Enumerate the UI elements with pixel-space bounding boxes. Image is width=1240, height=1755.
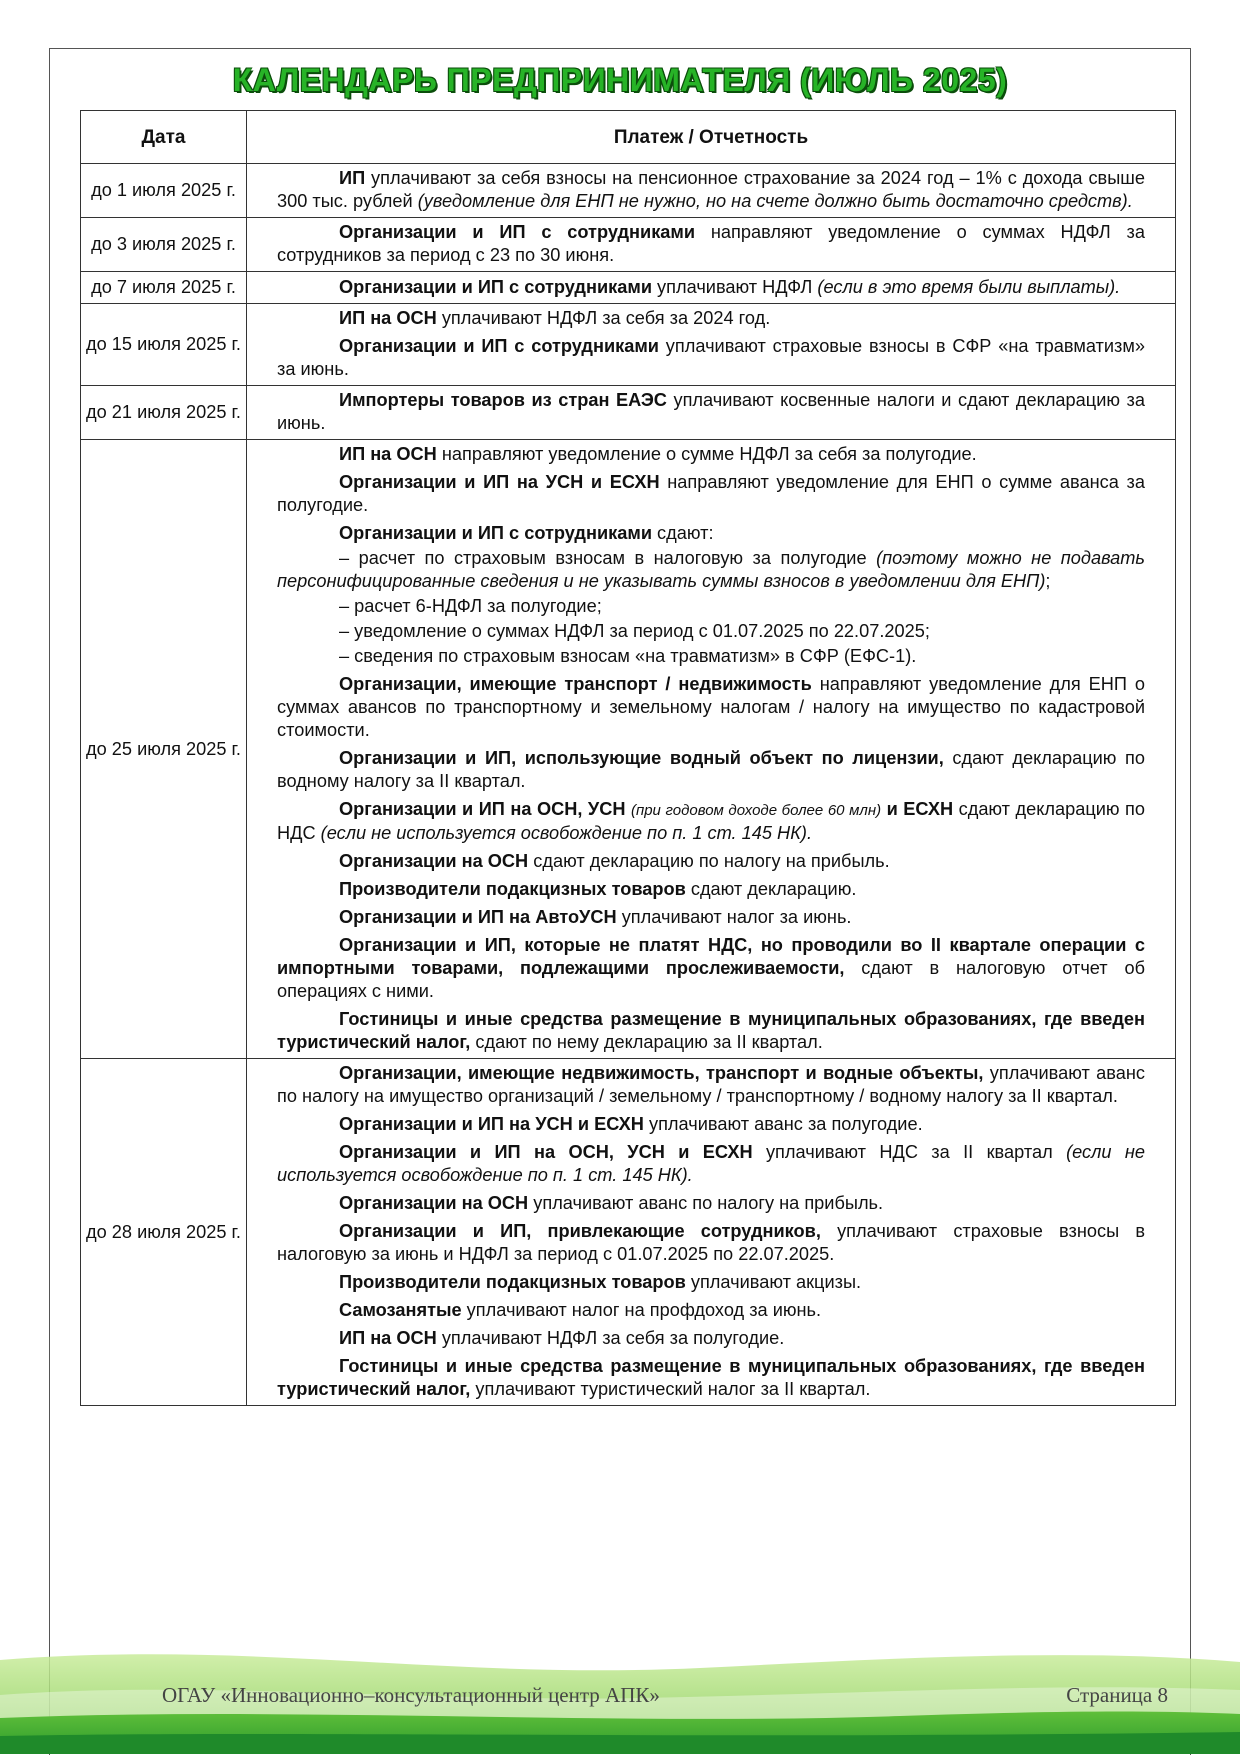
entity-label: Организации и ИП с сотрудниками: [339, 222, 696, 242]
entry-text: уплачивают за себя взносы на пенсионное страхование за 2024 год – 1% с дохода свыше 300 тыс. рублей: [277, 168, 1145, 211]
row-content: [247, 218, 1176, 272]
list-item: [277, 906, 1145, 929]
entity-label: Гостиницы и иные средства размещение в муниципальных образованиях, где введен туристический налог,: [277, 1009, 1145, 1052]
entity-label: Организации, имеющие недвижимость, транспорт и водные объекты,: [339, 1063, 984, 1083]
list-item: [277, 471, 1145, 517]
entity-label: Производители подакцизных товаров: [339, 1272, 686, 1292]
list-item: [277, 443, 1145, 466]
note-text: (если не используется освобождение по п. 1 ст. 145 НК).: [277, 1142, 1145, 1185]
entity-label: ИП на ОСН: [339, 444, 437, 464]
entry-text: сдают:: [652, 523, 714, 543]
entry-text: уплачивают налог на профдоход за июнь.: [461, 1300, 822, 1320]
list-item: [277, 798, 1145, 845]
calendar-body: [81, 164, 1176, 1406]
entity-label: Организации и ИП на ОСН, УСН и ЕСХН: [339, 1142, 753, 1162]
entry-text: уплачивают НДФЛ: [652, 276, 818, 297]
note-text: (при годовом доходе более 60 млн): [630, 802, 882, 819]
note-text: (поэтому можно не подавать персонифицированные сведения и не указывать суммы взносов в уведомлении для ЕНП): [277, 548, 1145, 591]
entry-text: уплачивают туристический налог за II квартал.: [470, 1379, 871, 1399]
entity-label: Организации и ИП с сотрудниками: [339, 523, 652, 543]
entry-text: уплачивают НДФЛ за себя за 2024 год.: [436, 308, 771, 328]
entity-label: Организации и ИП на УСН и ЕСХН: [339, 1114, 644, 1134]
table-row: [81, 164, 1176, 218]
row-content: [247, 386, 1176, 440]
entry-text: – расчет 6-НДФЛ за полугодие;: [339, 596, 602, 616]
entity-label: ИП: [339, 168, 366, 188]
footer-organization: ОГАУ «Инновационно–консультационный центр АПК»: [162, 1683, 660, 1707]
entity-label: Организации и ИП на ОСН, УСН: [339, 799, 631, 819]
list-item: [277, 1220, 1145, 1266]
entry-text: ;: [1045, 571, 1051, 591]
entry-text: уплачивают аванс по налогу на прибыль.: [528, 1193, 884, 1213]
entry-text: уплачивают аванс по налогу на имущество организаций / земельному / транспортному / водному налогу за II квартал.: [277, 1063, 1145, 1106]
table-row: [81, 304, 1176, 386]
row-date: до 28 июля 2025 г.: [81, 1059, 247, 1406]
list-item: [277, 850, 1145, 873]
table-row: [81, 386, 1176, 440]
row-content: [247, 304, 1176, 386]
table-row: [81, 218, 1176, 272]
entry-text: сдают декларацию по водному налогу за II квартал.: [277, 748, 1145, 791]
entity-label: Организации, имеющие транспорт / недвижимость: [339, 674, 812, 694]
table-row: [81, 272, 1176, 304]
list-item: [277, 1113, 1145, 1136]
list-item: [277, 673, 1145, 742]
list-item: [277, 221, 1145, 267]
entry-text: направляют уведомление о сумме НДФЛ за себя за полугодие.: [436, 444, 977, 464]
row-content: [247, 164, 1176, 218]
entity-label: ИП на ОСН: [339, 1328, 437, 1348]
table-row: [81, 1059, 1176, 1406]
row-date: до 1 июля 2025 г.: [81, 164, 247, 218]
entity-label: Организации и ИП с сотрудниками: [339, 276, 652, 297]
table-row: [81, 440, 1176, 1059]
row-content: [247, 272, 1176, 304]
entry-text: уплачивают аванс за полугодие.: [643, 1114, 923, 1134]
entity-label: Производители подакцизных товаров: [339, 879, 686, 899]
entry-text: уплачивают страховые взносы в налоговую за июнь и НДФЛ за период с 01.07.2025 по 22.07.2025.: [277, 1221, 1145, 1264]
entry-text: сдают декларацию.: [685, 879, 857, 899]
note-text: (если не используется освобождение по п. 1 ст. 145 НК).: [320, 823, 813, 843]
entry-text: сдают в налоговую отчет об операциях с ними.: [277, 958, 1145, 1001]
entity-label: Организации и ИП, использующие водный объект по лицензии,: [339, 748, 944, 768]
list-item: [277, 1271, 1145, 1294]
entry-text: уплачивают НДФЛ за себя за полугодие.: [436, 1328, 785, 1348]
row-date: до 21 июля 2025 г.: [81, 386, 247, 440]
list-item: [277, 747, 1145, 793]
entity-label: Организации на ОСН: [339, 851, 529, 871]
row-date: до 25 июля 2025 г.: [81, 440, 247, 1059]
list-item: [277, 167, 1145, 213]
header-payment: Платеж / Отчетность: [247, 111, 1176, 164]
entry-text: направляют уведомление для ЕНП о суммах авансов по транспортному и земельному налогам / налогу на имущество по кадастровой стоимости.: [277, 674, 1145, 740]
list-item: [277, 1062, 1145, 1108]
list-item: [277, 878, 1145, 901]
entry-text: сдают декларацию по налогу на прибыль.: [528, 851, 890, 871]
entry-text: уплачивают акцизы.: [685, 1272, 862, 1292]
sub-list-item: [277, 547, 1145, 593]
entity-label: ИП на ОСН: [339, 308, 437, 328]
header-date: Дата: [81, 111, 247, 164]
row-content: [247, 1059, 1176, 1406]
list-item: [277, 1355, 1145, 1401]
list-item: [277, 1327, 1145, 1350]
entity-label: Организации и ИП на УСН и ЕСХН: [339, 472, 660, 492]
row-date: до 3 июля 2025 г.: [81, 218, 247, 272]
list-item: [277, 1141, 1145, 1187]
row-date: до 7 июля 2025 г.: [81, 272, 247, 304]
note-text: (уведомление для ЕНП не нужно, но на счете должно быть достаточно средств).: [417, 191, 1133, 211]
page-title: КАЛЕНДАРЬ ПРЕДПРИНИМАТЕЛЯ (ИЮЛЬ 2025): [232, 62, 1008, 98]
list-item: [277, 307, 1145, 330]
sub-list-item: [277, 620, 1145, 643]
list-item: [277, 276, 1145, 299]
sub-list-item: [277, 595, 1145, 618]
entity-label: Самозанятые: [339, 1300, 462, 1320]
entry-text: направляют уведомление о суммах НДФЛ за сотрудников за период с 23 по 30 июня.: [277, 222, 1146, 265]
entity-label: Организации и ИП на АвтоУСН: [339, 907, 617, 927]
entry-text: – сведения по страховым взносам «на травматизм» в СФР (ЕФС-1).: [339, 646, 917, 666]
list-item: [277, 522, 1145, 668]
list-item: [277, 1192, 1145, 1215]
entity-label: Организации на ОСН: [339, 1193, 529, 1213]
note-text: (если в это время были выплаты).: [817, 276, 1121, 297]
entry-text: сдают декларацию по НДС: [277, 799, 1146, 843]
entity-label: Гостиницы и иные средства размещение в муниципальных образованиях, где введен туристический налог,: [277, 1356, 1145, 1399]
entry-text: – расчет по страховым взносам в налоговую за полугодие: [339, 548, 877, 568]
calendar-table: [80, 110, 1176, 1406]
entity-label: Организации и ИП, привлекающие сотрудников,: [339, 1221, 821, 1241]
list-item: [277, 1008, 1145, 1054]
entry-text: уплачивают страховые взносы в СФР «на травматизм» за июнь.: [277, 336, 1146, 379]
list-item: [277, 1299, 1145, 1322]
entity-label: Организации и ИП, которые не платят НДС, но проводили во II квартале операции с импортными товарами, подлежащими прослеживаемости,: [277, 935, 1145, 978]
footer-page-number: Страница 8: [1066, 1683, 1168, 1707]
entry-text: сдают по нему декларацию за II квартал.: [470, 1032, 823, 1052]
row-date: до 15 июля 2025 г.: [81, 304, 247, 386]
row-content: [247, 440, 1176, 1059]
entity-label: и ЕСХН: [881, 799, 954, 819]
entity-label: Организации и ИП с сотрудниками: [339, 336, 659, 356]
entry-text: уплачивают налог за июнь.: [616, 907, 852, 927]
list-item: [277, 389, 1145, 435]
sub-list-item: [277, 645, 1145, 668]
entity-label: Импортеры товаров из стран ЕАЭС: [339, 390, 667, 410]
entry-text: уплачивают косвенные налоги и сдают декларацию за июнь.: [277, 390, 1145, 433]
table-header-row: [81, 111, 1176, 164]
entry-text: направляют уведомление для ЕНП о сумме аванса за полугодие.: [277, 472, 1145, 515]
entry-text: уплачивают НДС за II квартал: [752, 1142, 1067, 1162]
list-item: [277, 934, 1145, 1003]
list-item: [277, 335, 1145, 381]
entry-text: – уведомление о суммах НДФЛ за период с 01.07.2025 по 22.07.2025;: [339, 621, 930, 641]
